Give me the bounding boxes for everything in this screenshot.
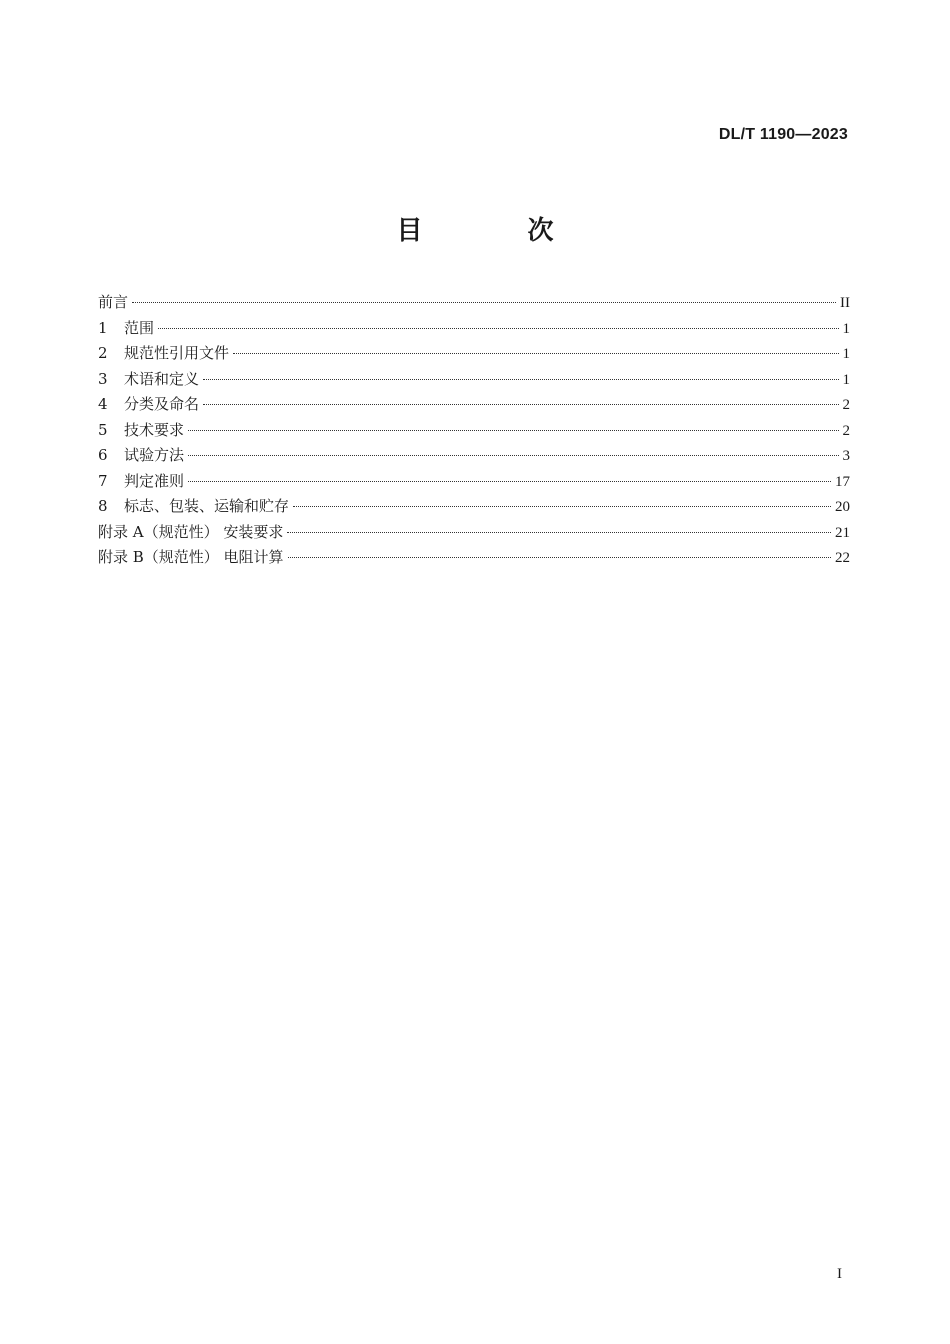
toc-leader-dots xyxy=(188,481,831,482)
toc-leader-dots xyxy=(132,302,836,303)
toc-entry-technical-requirements[interactable] xyxy=(98,418,850,444)
toc-entry-number: 3 xyxy=(98,369,108,388)
toc-entry-page: 1 xyxy=(842,346,850,362)
page-title: 目 次 xyxy=(396,216,602,246)
toc-entry-foreword[interactable] xyxy=(98,290,850,316)
toc-entry-appendix-a[interactable] xyxy=(98,520,850,546)
table-of-contents xyxy=(98,290,850,571)
toc-entry-number: 4 xyxy=(98,395,108,413)
toc-entry-page: 1 xyxy=(842,320,850,337)
toc-leader-dots xyxy=(287,532,831,533)
toc-entry-appendix-b[interactable] xyxy=(98,545,850,571)
toc-entry-judgment-criteria[interactable] xyxy=(98,469,850,495)
toc-entry-marking-packaging[interactable] xyxy=(98,494,850,520)
toc-leader-dots xyxy=(293,506,831,507)
toc-entry-label: 范围 xyxy=(124,318,155,337)
toc-leader-dots xyxy=(203,379,838,380)
toc-entry-number: 2 xyxy=(98,344,108,362)
toc-entry-label: 术语和定义 xyxy=(124,369,200,388)
toc-entry-page: II xyxy=(840,295,850,311)
toc-entry-label: 试验方法 xyxy=(124,446,185,464)
toc-leader-dots xyxy=(288,557,831,558)
toc-leader-dots xyxy=(188,430,838,431)
toc-entry-number: 5 xyxy=(98,420,108,439)
toc-entry-page: 20 xyxy=(835,499,850,515)
toc-entry-page: 2 xyxy=(842,422,850,439)
toc-entry-terms-definitions[interactable] xyxy=(98,367,850,393)
toc-entry-page: 21 xyxy=(835,524,850,541)
toc-entry-number: 1 xyxy=(98,318,108,337)
toc-entry-label: 技术要求 xyxy=(124,420,185,439)
toc-entry-classification[interactable] xyxy=(98,392,850,418)
toc-entry-number: 7 xyxy=(98,471,108,490)
toc-entry-label: 附录 A（规范性） 安装要求 xyxy=(98,522,284,541)
toc-leader-dots xyxy=(188,455,838,456)
page-number: I xyxy=(837,1266,842,1282)
toc-entry-page: 3 xyxy=(842,448,850,464)
toc-entry-label: 前言 xyxy=(98,293,129,311)
toc-leader-dots xyxy=(203,404,838,405)
toc-entry-label: 规范性引用文件 xyxy=(124,344,230,362)
toc-entry-label: 判定准则 xyxy=(124,471,185,490)
toc-entry-page: 17 xyxy=(835,473,850,490)
toc-leader-dots xyxy=(158,328,838,329)
toc-entry-label: 分类及命名 xyxy=(124,395,200,413)
toc-leader-dots xyxy=(233,353,838,354)
toc-entry-label: 标志、包装、运输和贮存 xyxy=(124,497,290,515)
document-code: DL/T 1190—2023 xyxy=(718,126,848,143)
toc-entry-label: 附录 B（规范性） 电阻计算 xyxy=(98,548,284,566)
toc-entry-number: 8 xyxy=(98,497,108,515)
toc-entry-number: 6 xyxy=(98,446,108,464)
toc-entry-page: 22 xyxy=(835,550,850,566)
toc-entry-test-methods[interactable] xyxy=(98,443,850,469)
toc-entry-page: 1 xyxy=(842,371,850,388)
toc-entry-page: 2 xyxy=(842,397,850,413)
toc-entry-scope[interactable] xyxy=(98,316,850,342)
toc-entry-normative-references[interactable] xyxy=(98,341,850,367)
